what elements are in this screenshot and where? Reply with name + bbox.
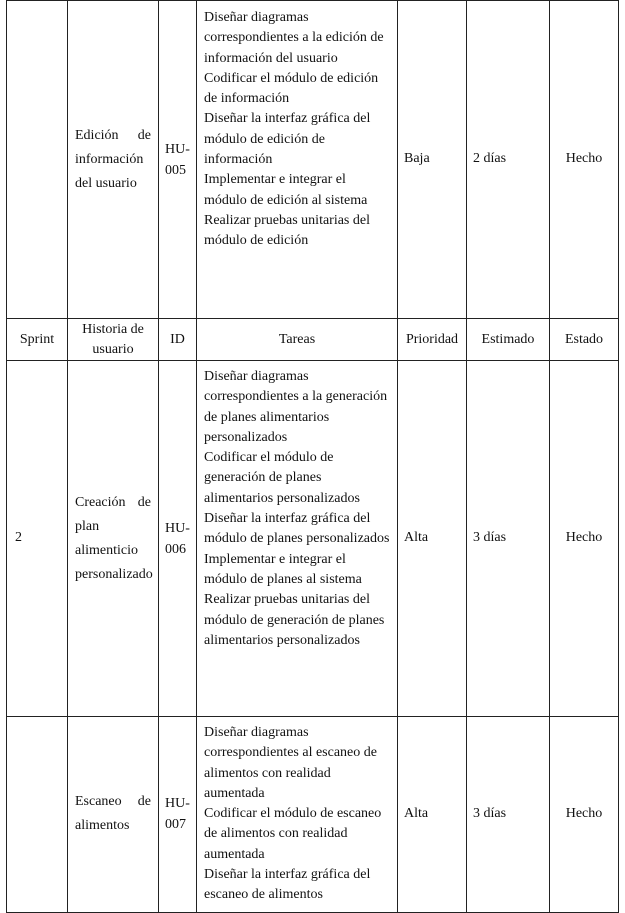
table-header-row [7,319,619,361]
task-item: Codificar el módulo de generación de planes alimentarios personalizados [204,450,360,506]
status-cell: Hecho [550,361,619,717]
header-tasks: Tareas [197,319,398,361]
table-row [7,361,619,717]
task-item: Diseñar diagramas correspondientes a la edición de información del usuario [204,10,384,66]
tasks-cell [197,1,398,319]
status-cell: Hecho [550,1,619,319]
sprint-cell [7,1,68,319]
tasks-cell [197,717,398,913]
header-id: ID [159,319,197,361]
task-item: Codificar el módulo de escaneo de alimentos con realidad aumentada [204,806,382,862]
header-sprint: Sprint [7,319,68,361]
task-item: Diseñar diagramas correspondientes a la generación de planes alimentarios personalizados [204,369,388,445]
table-row [7,1,619,319]
story-id-cell: HU-007 [159,717,197,913]
user-story-cell: Escaneo de alimentos [68,717,159,913]
header-priority-label: Prioridad [405,331,459,347]
header-priority [398,319,467,361]
priority-cell: Alta [398,361,467,717]
user-story-cell: Edición de información del usuario [68,1,159,319]
priority-cell: Alta [398,717,467,913]
task-item: Diseñar diagramas correspondientes al escaneo de alimentos con realidad aumentada [204,725,377,801]
task-item: Implementar e integrar el módulo de planes al sistema [204,551,362,587]
estimate-cell: 3 días [467,717,550,913]
estimate-cell: 2 días [467,1,550,319]
sprint-backlog-table [6,0,619,913]
priority-cell: Baja [398,1,467,319]
sprint-cell: 2 [7,361,68,717]
story-id-cell: HU-005 [159,1,197,319]
header-user-story: Historia de usuario [68,319,159,361]
task-item: Codificar el módulo de edición de información [204,70,379,107]
estimate-cell: 3 días [467,361,550,717]
task-item: Diseñar la interfaz gráfica del escaneo de alimentos [204,867,371,903]
story-id-cell: HU-006 [159,361,197,717]
task-item: Diseñar la interfaz gráfica del módulo de edición de información [204,111,371,168]
task-item: Diseñar la interfaz gráfica del módulo de planes personalizados [204,511,390,547]
header-status: Estado [550,319,619,361]
table-row [7,717,619,913]
status-cell: Hecho [550,717,619,913]
user-story-cell: Creación de plan alimenticio personalizado [68,361,159,717]
task-item: Realizar pruebas unitarias del módulo de edición [204,212,370,249]
header-estimate: Estimado [467,319,550,361]
tasks-cell [197,361,398,717]
sprint-cell [7,717,68,913]
task-item: Implementar e integrar el módulo de edición al sistema [204,172,368,208]
task-item: Realizar pruebas unitarias del módulo de generación de planes alimentarios personalizados [204,592,385,648]
